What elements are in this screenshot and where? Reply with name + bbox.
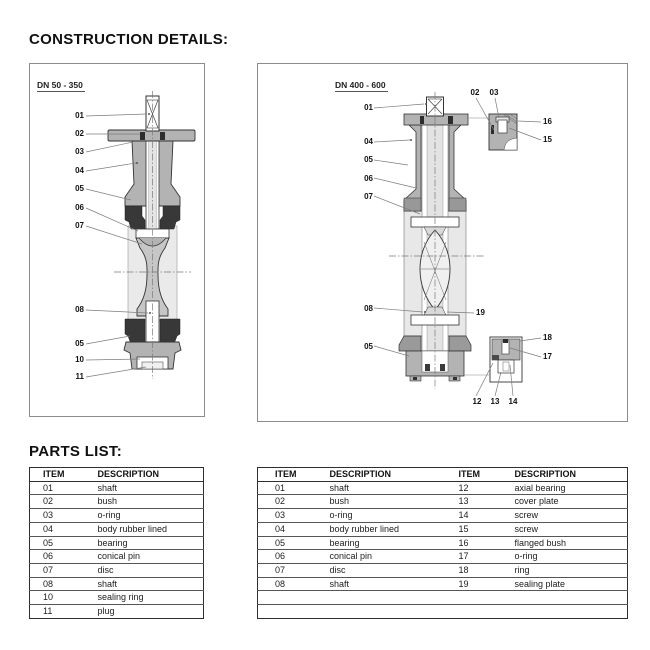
- callout-12: 12: [472, 397, 482, 406]
- diagram-dn400-600: [257, 63, 628, 422]
- callout-06: 06: [364, 174, 373, 183]
- parts-list-title: PARTS LIST:: [29, 443, 123, 460]
- callout-16: 16: [543, 117, 552, 126]
- table-row: 04 body rubber lined 15 screw: [258, 522, 628, 536]
- bush-oring-right: [448, 116, 453, 124]
- callout-05b: 05: [364, 342, 373, 351]
- table-row: 05 bearing: [30, 536, 204, 550]
- lower-bearing-left: [399, 336, 421, 351]
- table-row: 06 conical pin 17 o-ring: [258, 550, 628, 564]
- column-header-item: ITEM: [30, 468, 87, 482]
- table-row: 05 bearing 16 flanged bush: [258, 536, 628, 550]
- callout-18: 18: [543, 333, 552, 342]
- construction-details-title: CONSTRUCTION DETAILS:: [29, 31, 229, 48]
- lower-bearing-left: [125, 319, 145, 344]
- diagram-dn50-350: [29, 63, 205, 417]
- bush-oring-right: [160, 132, 165, 140]
- bottom-screw-left: [425, 364, 430, 371]
- table-header-row: [30, 468, 204, 482]
- lower-bearing-right: [160, 319, 180, 344]
- callout-05b: 05: [75, 339, 84, 348]
- upper-bearing-left: [125, 206, 145, 229]
- parts-table-dn50-350: [29, 467, 204, 619]
- detail-top-inset: [489, 114, 517, 150]
- table-row: 01 shaft: [30, 481, 204, 495]
- callout-02: 02: [75, 129, 84, 138]
- callout-05: 05: [75, 184, 84, 193]
- dn-range-label: DN 50 - 350: [37, 80, 83, 90]
- table-row: 04 body rubber lined: [30, 522, 204, 536]
- upper-bearing-right: [160, 206, 180, 229]
- bush-oring-left: [140, 132, 145, 140]
- valve-cross-section-dn400-600: [258, 64, 627, 421]
- callout-11: 11: [75, 372, 84, 381]
- lower-bearing-right: [449, 336, 471, 351]
- callout-05: 05: [364, 155, 373, 164]
- callout-07: 07: [364, 192, 373, 201]
- callout-07: 07: [75, 221, 84, 230]
- table-row: 11 plug: [30, 605, 204, 619]
- axial-bearing: [492, 355, 499, 360]
- callout-04: 04: [75, 166, 84, 175]
- callout-01: 01: [75, 111, 84, 120]
- callout-19: 19: [476, 308, 485, 317]
- table-row: 08 shaft 19 sealing plate: [258, 577, 628, 591]
- callout-06: 06: [75, 203, 84, 212]
- bottom-screw-right: [440, 364, 445, 371]
- bush-oring-left: [420, 116, 424, 124]
- table-row: 06 conical pin: [30, 550, 204, 564]
- table-row: 02 bush: [30, 495, 204, 509]
- callout-01: 01: [364, 103, 373, 112]
- callout-02: 02: [470, 88, 480, 97]
- table-row: 08 shaft: [30, 577, 204, 591]
- table-row: 07 disc 18 ring: [258, 563, 628, 577]
- table-row: 07 disc: [30, 563, 204, 577]
- o-ring-bottom: [503, 339, 508, 343]
- callout-08: 08: [75, 305, 84, 314]
- table-row: 01 shaft 12 axial bearing: [258, 481, 628, 495]
- table-row: 10 sealing ring: [30, 591, 204, 605]
- callout-10: 10: [75, 355, 84, 364]
- detail-bottom-inset: [490, 337, 522, 382]
- table-row: [258, 605, 628, 619]
- upper-bearing-right: [449, 198, 466, 211]
- table-row: 03 o-ring: [30, 509, 204, 523]
- parts-table-dn400-600: [257, 467, 628, 619]
- callout-03: 03: [489, 88, 499, 97]
- screw-top: [498, 120, 507, 133]
- callout-04: 04: [364, 137, 373, 146]
- callout-15: 15: [543, 135, 552, 144]
- column-header-description: DESCRIPTION: [312, 468, 442, 482]
- table-row: 03 o-ring 14 screw: [258, 509, 628, 523]
- column-header-description: DESCRIPTION: [87, 468, 204, 482]
- column-header-item: ITEM: [442, 468, 499, 482]
- top-flange: [108, 130, 195, 141]
- table-header-row: [258, 468, 628, 482]
- table-row: [258, 591, 628, 605]
- dn-range-label: DN 400 - 600: [335, 80, 386, 90]
- callout-03: 03: [75, 147, 84, 156]
- column-header-item: ITEM: [258, 468, 312, 482]
- callout-08: 08: [364, 304, 373, 313]
- callout-13: 13: [490, 397, 500, 406]
- callout-14: 14: [508, 397, 518, 406]
- callout-17: 17: [543, 352, 552, 361]
- table-row: 02 bush 13 cover plate: [258, 495, 628, 509]
- valve-cross-section-dn50-350: [30, 64, 204, 416]
- column-header-description: DESCRIPTION: [499, 468, 628, 482]
